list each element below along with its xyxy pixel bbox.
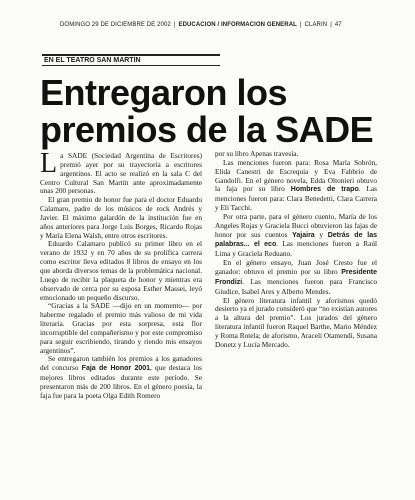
kicker: EN EL TEATRO SAN MARTIN xyxy=(42,54,220,66)
header-newspaper: CLARIN xyxy=(304,22,328,28)
article-paragraph: por su libro Apenas travesía. xyxy=(215,150,299,158)
article-paragraph: La SADE (Sociedad Argentina de Escritores) premió ayer por su trayectoria a escritores argentinos. El acto se realizó en la sala C del Centro Cultural San Martín ante aproximadamente unas 200 personas. xyxy=(40,152,202,196)
article-paragraph: En el género ensayo, Juan José Cresto fue el ganador: obtuvo el premio por su libro Presidente Frondizi. Las menciones fueron para Francisco Giudice, Isabel Ares y Alberto Mendes. xyxy=(215,258,377,296)
article-paragraph: Las menciones fueron para: Rosa María Sobrón, Elida Canestri de Escrequia y Eva Fabbrio de Gandolfi. En el género novela, Edda Oltonieri obtuvo la faja por su libro Hombres de trapo. Las menciones fueron para: Clara Benedetti, Clara Carrera y Eli Tacchi. xyxy=(215,157,377,213)
article-column-left xyxy=(40,152,202,492)
header-section: EDUCACION / INFORMACION GENERAL xyxy=(178,22,297,28)
article-paragraph: Eduardo Calamaro publicó su primer libro en el verano de 1932 y en 70 años de su prolífica carrera como escritor lleva editados 8 libros de ensayo en los que aborda diversos temas de la problemática nacional. Luego de recibir la plaqueta de honor y mientras era observado de cerca por su esposa Esther Massei, leyó emocionado un pequeño discurso. xyxy=(40,239,202,302)
article-column-right xyxy=(215,150,377,490)
article-paragraph: El gran premio de honor fue para el doctor Eduardo Calamaro, padre de los músicos de rock Andrés y Javier. El máximo galardón de la institución fue en años anteriores para Jorge Luis Borges, Ricardo Rojas y María Elena Walsh, entre otros escritores. xyxy=(40,195,202,240)
article-paragraph: El género literatura infantil y aforismos quedó desierto ya el jurado consideró que “no existían autores a la altura del premio”. Los jurados del género literatura infantil fueron Raquel Barthe, Mario Méndez y Roma Rotela; de aforismo, Araceli Otamendi, Susana Donetz y Lucía Mercado. xyxy=(215,295,377,349)
article-paragraph: Por otra parte, para el género cuento, María de los Angeles Rojas y Graciela Bucci obtuvieron las fajas de honor por sus cuentos Yajaira y Detrás de las palabras... el eco. Las menciones fueron a Raúl Lima y Graciela Reduano. xyxy=(215,211,377,259)
headline-line-1: Entregaron los xyxy=(40,72,288,113)
headline xyxy=(40,74,380,148)
header-date: DOMINGO 29 DE DICIEMBRE DE 2002 xyxy=(60,22,171,28)
header-page-number: 47 xyxy=(334,22,342,28)
headline-line-2: premios de la SADE xyxy=(40,109,374,150)
article-paragraph: Se entregaron también los premios a los ganadores del concurso Faja de Honor 2001, que destaca los mejores libros editados durante este período. Se presentaron más de 200 libros. En el género poesía, la faja fue para la poeta Olga Edith Romero xyxy=(40,354,202,400)
article-paragraph: “Gracias a la SADE —dijo en un momento— por haberme regalado el premio más valioso de mi vida literaria. Gracias por esta sorpresa, esta flor incorruptible del compañerismo y por este compromiso para seguir escribiendo, tirando y riendo mis ensayos argentinos”. xyxy=(40,301,202,355)
page-header: DOMINGO 29 DE DICIEMBRE DE 2002 | EDUCACION / INFORMACION GENERAL | CLARIN | 47 xyxy=(60,22,342,28)
drop-cap: L xyxy=(40,152,58,179)
